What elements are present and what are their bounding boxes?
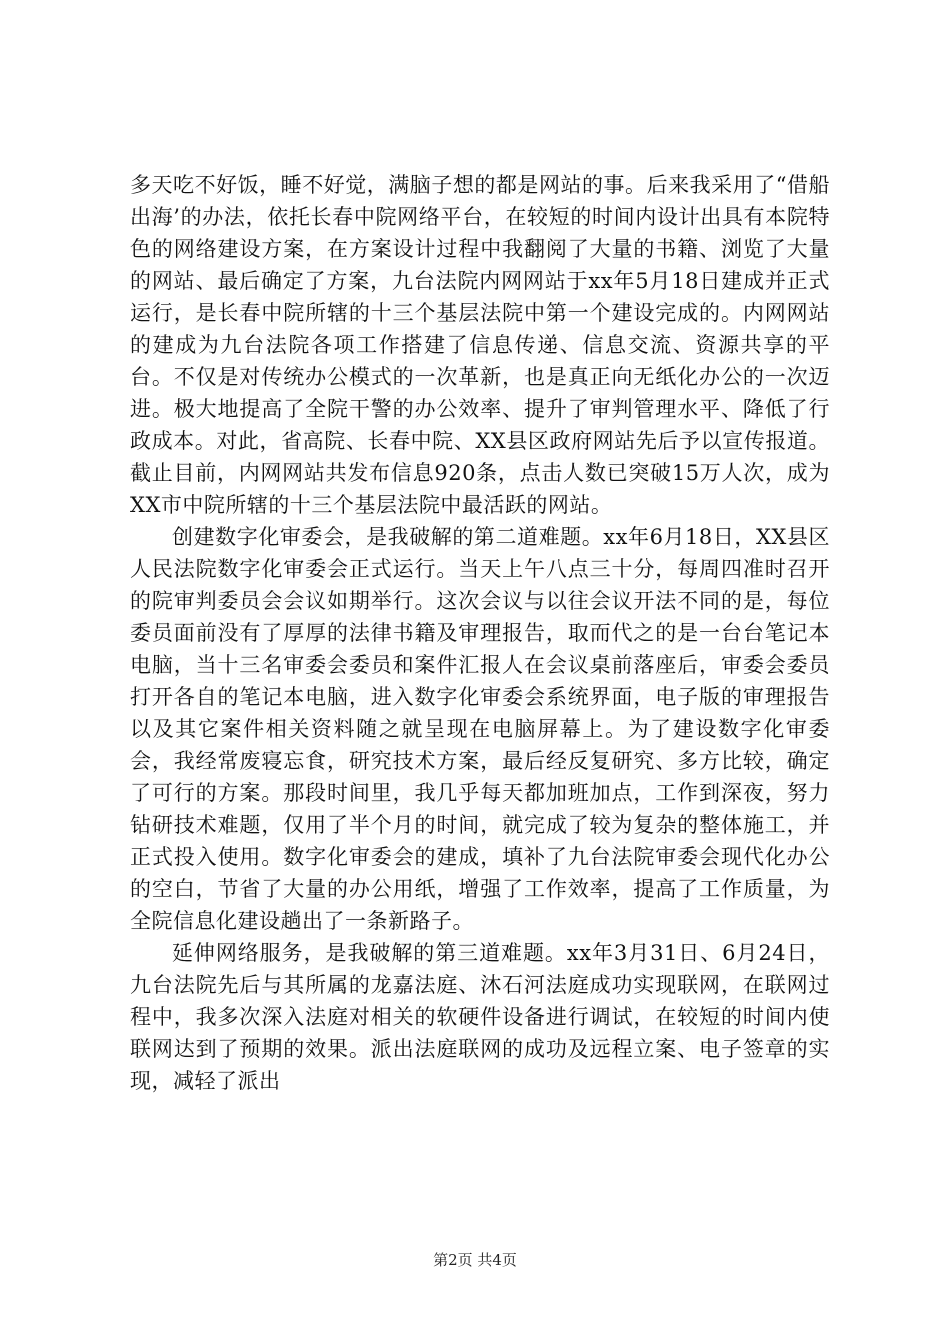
paragraph-3: 延伸网络服务，是我破解的第三道难题。xx年3月31日、6月24日，九台法院先后与其所属的龙嘉法庭、沐石河法庭成功实现联网，在联网过程中，我多次深入法庭对相关的软硬件设备进行调试，在较短的时间内使联网达到了预期的效果。派出法庭联网的成功及远程立案、电子签章的实现，减轻了派出 xyxy=(130,941,830,1093)
paragraph-1: 多天吃不好饭，睡不好觉，满脑子想的都是网站的事。后来我采用了“借船出海’的办法，依托长春中院网络平台，在较短的时间内设计出具有本院特色的网络建设方案，在方案设计过程中我翻阅了大量的书籍、浏览了大量的网站、最后确定了方案，九台法院内网网站于xx年5月18日建成并正式运行，是长春中院所辖的十三个基层法院中第一个建设完成的。内网网站的建成为九台法院各项工作搭建了信息传递、信息交流、资源共享的平台。不仅是对传统办公模式的一次革新，也是真正向无纸化办公的一次迈进。极大地提高了全院干警的办公效率、提升了审判管理水平、降低了行政成本。对此，省高院、长春中院、XX县区政府网站先后予以宣传报道。截止目前，内网网站共发布信息920条，点击人数已突破15万人次，成为XX市中院所辖的十三个基层法院中最活跃的网站。 xyxy=(130,173,830,517)
document-body xyxy=(130,169,830,1097)
paragraph-2: 创建数字化审委会，是我破解的第二道难题。xx年6月18日，XX县区人民法院数字化审委会正式运行。当天上午八点三十分，每周四准时召开的院审判委员会会议如期举行。这次会议与以往会议开法不同的是，每位委员面前没有了厚厚的法律书籍及审理报告，取而代之的是一台台笔记本电脑，当十三名审委会委员和案件汇报人在会议桌前落座后，审委会委员打开各自的笔记本电脑，进入数字化审委会系统界面，电子版的审理报告以及其它案件相关资料随之就呈现在电脑屏幕上。为了建设数字化审委会，我经常废寝忘食，研究技术方案，最后经反复研究、多方比较，确定了可行的方案。那段时间里，我几乎每天都加班加点，工作到深夜，努力钻研技术难题，仅用了半个月的时间，就完成了较为复杂的整体施工，并正式投入使用。数字化审委会的建成，填补了九台法院审委会现代化办公的空白，节省了大量的办公用纸，增强了工作效率，提高了工作质量，为全院信息化建设趟出了一条新路子。 xyxy=(130,525,830,933)
page-footer: 第2页 共4页 xyxy=(433,1251,517,1269)
